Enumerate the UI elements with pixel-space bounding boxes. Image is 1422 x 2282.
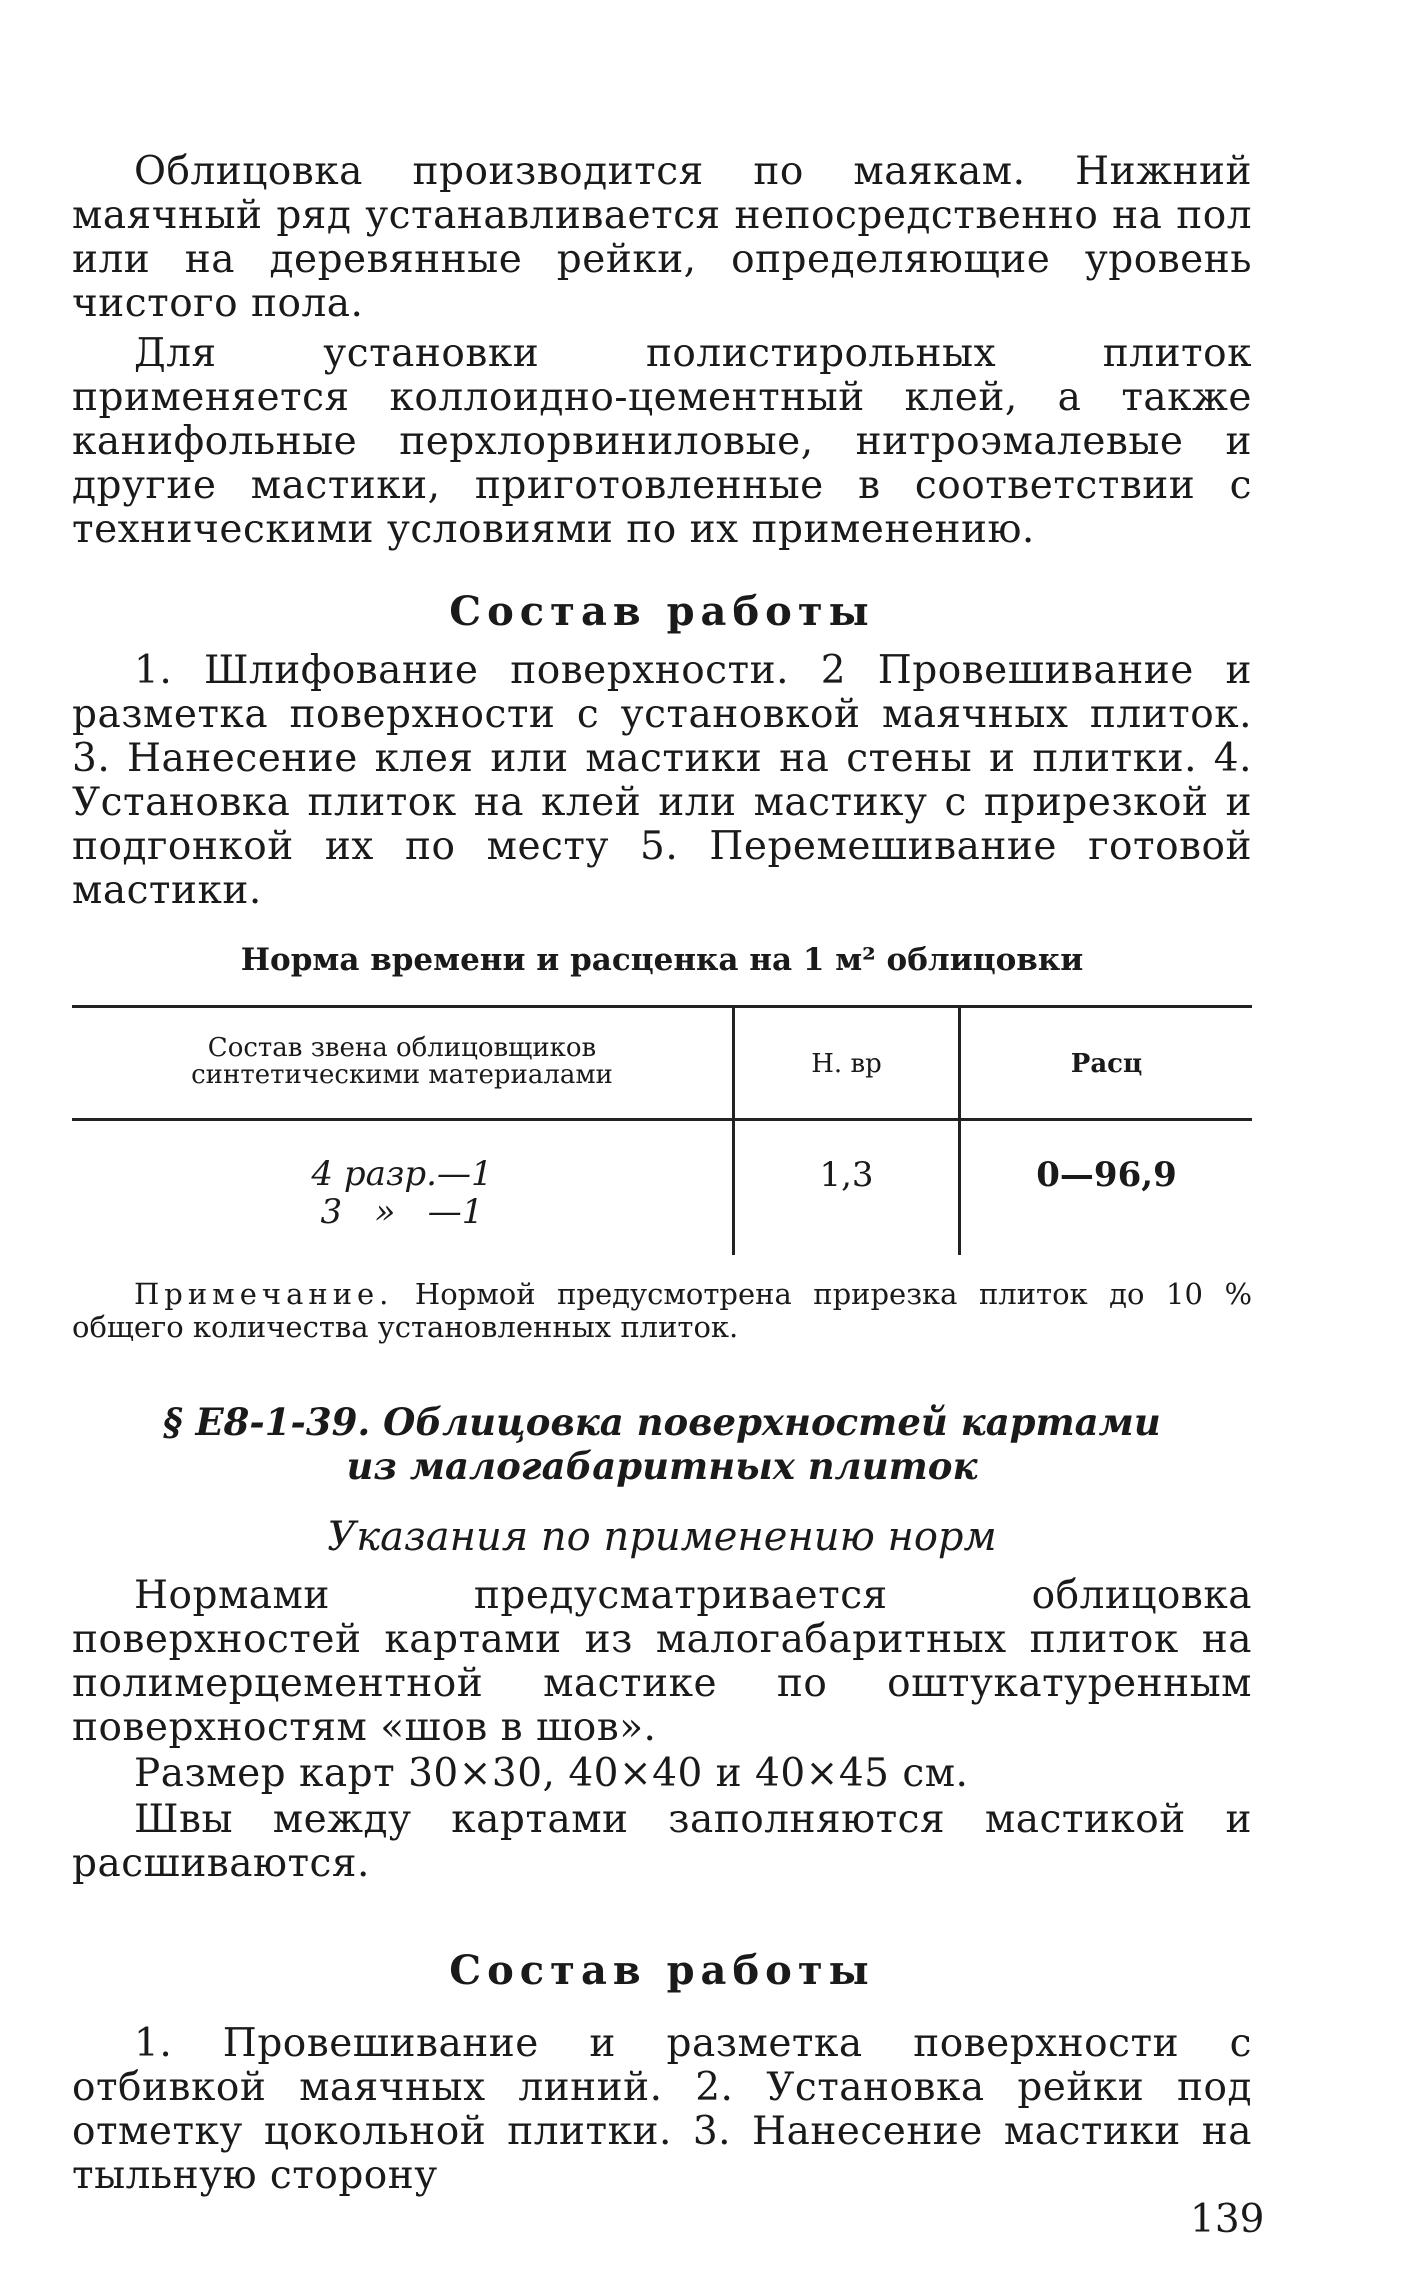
table-header-rule xyxy=(72,1118,1252,1121)
table-col-divider xyxy=(958,1005,961,1255)
note-text xyxy=(72,1278,1252,1344)
page-number: 139 xyxy=(1190,2197,1265,2242)
intro-paragraphs xyxy=(72,150,1252,552)
table-note xyxy=(72,1278,1252,1344)
section-title-line: из малогабаритных плиток xyxy=(346,1444,978,1488)
note-body: Нормой предусмотрена прирезка плиток до 10 % общего количества установленных плиток. xyxy=(72,1277,1252,1344)
header-crew-line: синтетическими материалами xyxy=(191,1060,613,1090)
paragraph: Швы между картами заполняются мастикой и расшиваются. xyxy=(72,1797,1252,1886)
paragraph: Облицовка производится по маякам. Нижний маячный ряд устанавливается непосредственно на пол или на деревянные рейки, определяющие уровень чистого пола. xyxy=(72,149,1252,326)
paragraph: Для установки полистирольных плиток применяется коллоидно-цементный клей, а также канифольные перхлорвиниловые, нитроэмалевые и другие мастики, приготовленные в соответствии с техническими условиями по их применению. xyxy=(72,331,1252,552)
work-composition-2 xyxy=(72,1947,1252,2198)
table-col-divider xyxy=(732,1005,735,1255)
header-crew-line: Состав звена облицовщиков xyxy=(207,1033,597,1063)
table-title: Норма времени и расценка на 1 м² облицовки xyxy=(240,942,1084,978)
note-label: Примечание. xyxy=(134,1277,394,1311)
section-heading: Состав работы xyxy=(449,1947,875,1994)
crew-line: 4 разр.—1 xyxy=(311,1154,493,1194)
table-row-rate: 0—96,9 xyxy=(1036,1155,1177,1195)
table-row-norm: 1,3 xyxy=(819,1155,874,1195)
paragraph: Размер карт 30×30, 40×40 и 40×45 см. xyxy=(134,1751,969,1796)
section-subheading: Указания по применению норм xyxy=(327,1514,997,1560)
header-rate: Расц xyxy=(1070,1049,1143,1079)
paragraph: 1. Провешивание и разметка поверхности с отбивкой маячных линий. 2. Установка рейки под отметку цокольной плитки. 3. Нанесение мастики на тыльную сторону xyxy=(72,2021,1252,2198)
paragraph: 1. Шлифование поверхности. 2 Провешивание и разметка поверхности с установкой маячных плиток. 3. Нанесение клея или мастики на стены и плитки. 4. Установка плиток на клей или мастику с прирезкой и подгонкой их по месту 5. Перемешивание готовой мастики. xyxy=(72,648,1252,913)
section-e8-1-39 xyxy=(72,1400,1252,1886)
table-title-block xyxy=(72,942,1252,978)
header-norm: Н. вр xyxy=(811,1049,882,1079)
crew-line: 3 » —1 xyxy=(320,1192,484,1232)
header-crew xyxy=(72,1035,732,1089)
work-composition-1 xyxy=(72,588,1252,913)
section-title-line: § Е8-1-39. Облицовка поверхностей картами xyxy=(163,1400,1161,1444)
norm-table xyxy=(72,1005,1252,1255)
section-heading: Состав работы xyxy=(449,588,875,635)
table-top-rule xyxy=(72,1005,1252,1008)
paragraph: Нормами предусматривается облицовка поверхностей картами из малогабаритных плиток на полимерцементной мастике по оштукатуренным поверхностям «шов в шов». xyxy=(72,1573,1252,1750)
table-row-crew xyxy=(72,1155,732,1231)
